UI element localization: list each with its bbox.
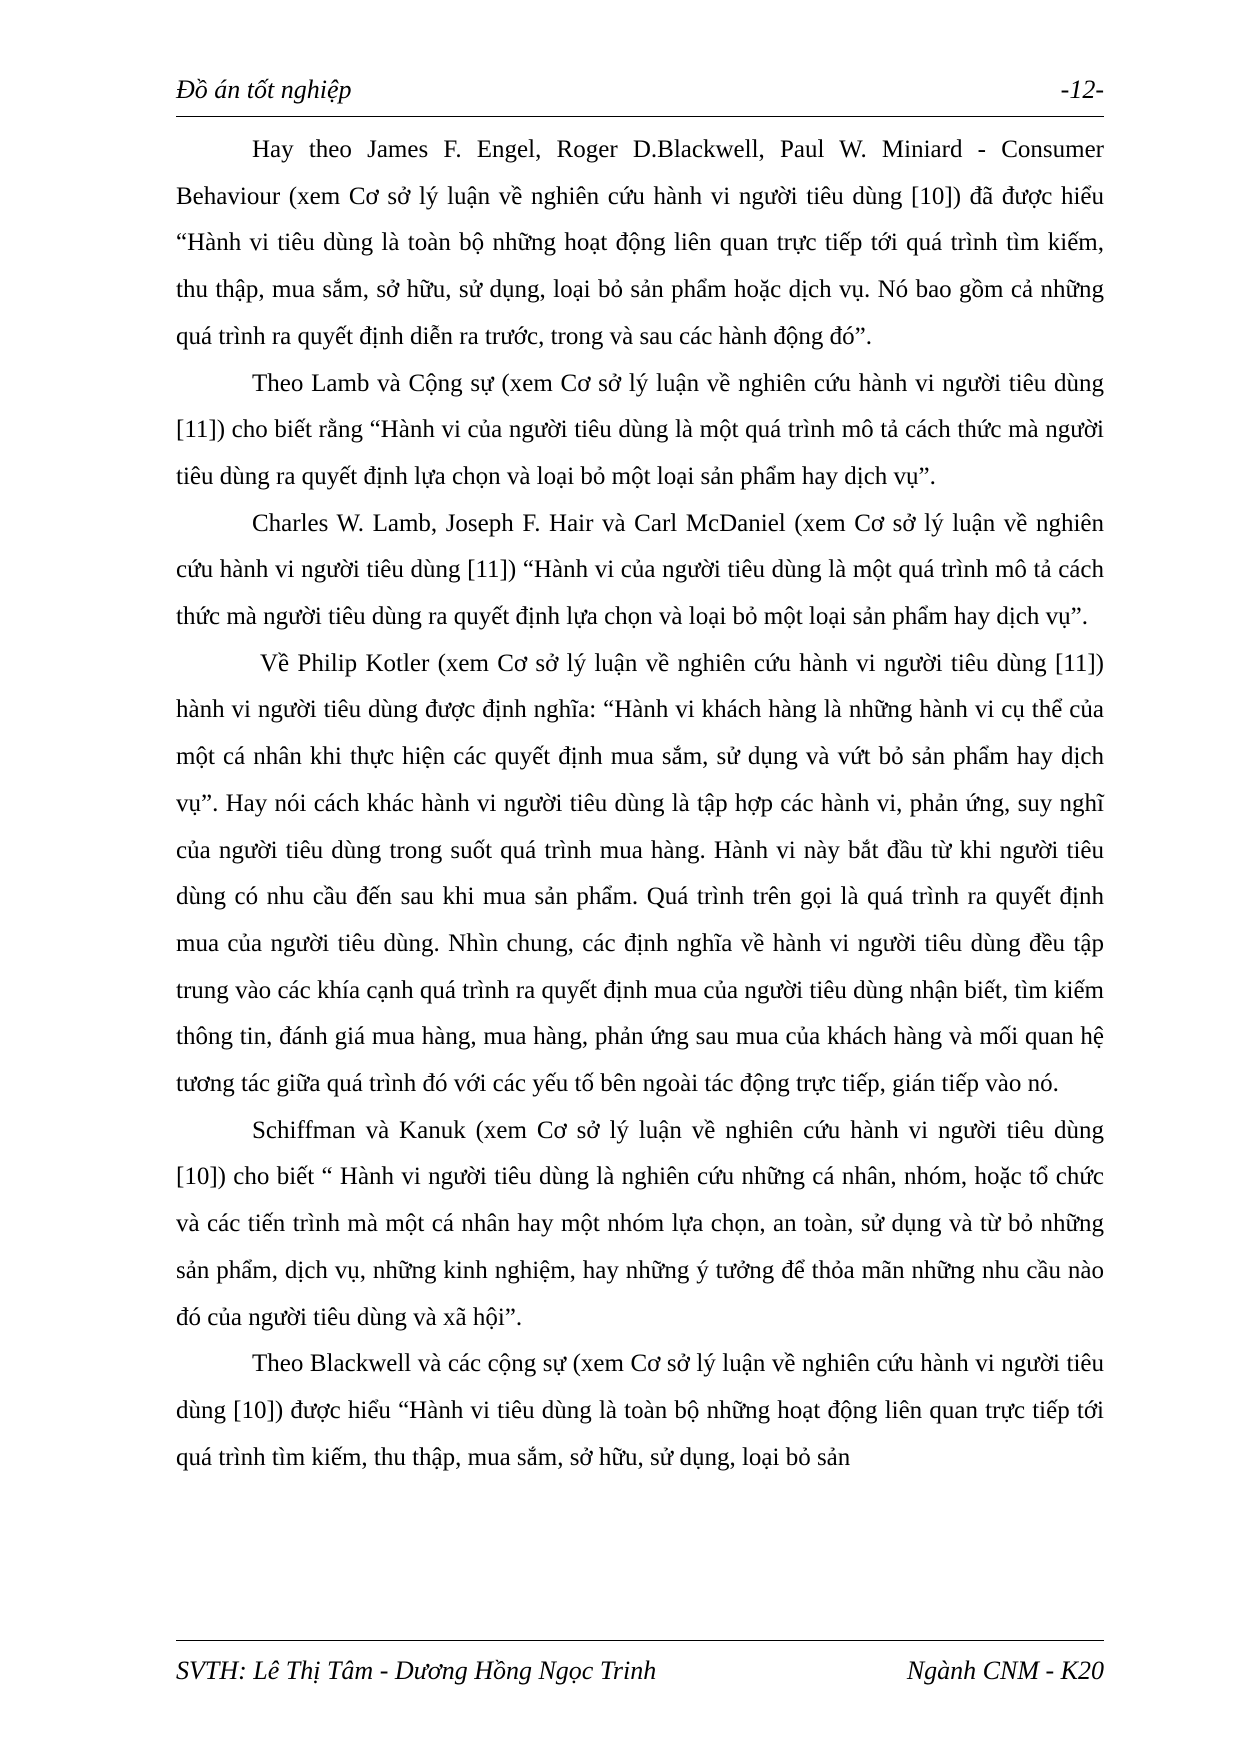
page-header: [176, 72, 1104, 108]
page-number: -12-: [1060, 75, 1104, 104]
footer-authors: SVTH: Lê Thị Tâm - Dương Hồng Ngọc Trinh: [176, 1656, 657, 1685]
paragraph: Charles W. Lamb, Joseph F. Hair và Carl McDaniel (xem Cơ sở lý luận về nghiên cứu hành vi người tiêu dùng [11]) “Hành vi của người tiêu dùng là một quá trình mô tả cách thức mà người tiêu dùng ra quyết định lựa chọn và loại bỏ một loại sản phẩm hay dịch vụ”.: [176, 509, 1104, 631]
header-rule: [176, 116, 1104, 117]
paragraph: Schiffman và Kanuk (xem Cơ sở lý luận về nghiên cứu hành vi người tiêu dùng [10]) cho biết “ Hành vi người tiêu dùng là nghiên cứu những cá nhân, nhóm, hoặc tổ chức và các tiến trình mà một cá nhân hay một nhóm lựa chọn, an toàn, sử dụng và từ bỏ những sản phẩm, dịch vụ, những kinh nghiệm, hay những ý tưởng để thỏa mãn những nhu cầu nào đó của người tiêu dùng và xã hội”.: [176, 1116, 1104, 1331]
footer-program: Ngành CNM - K20: [906, 1656, 1104, 1685]
footer-rule: [176, 1640, 1104, 1641]
paragraph: Theo Blackwell và các cộng sự (xem Cơ sở lý luận về nghiên cứu hành vi người tiêu dùng [10]) được hiểu “Hành vi tiêu dùng là toàn bộ những hoạt động liên quan trực tiếp tới quá trình tìm kiếm, thu thập, mua sắm, sở hữu, sử dụng, loại bỏ sản: [176, 1350, 1104, 1471]
body-text: [176, 127, 1104, 1481]
paragraph: Về Philip Kotler (xem Cơ sở lý luận về nghiên cứu hành vi người tiêu dùng [11]) hành vi người tiêu dùng được định nghĩa: “Hành vi khách hàng là những hành vi cụ thể của một cá nhân khi thực hiện các quyết định mua sắm, sử dụng và vứt bỏ sản phẩm hay dịch vụ”. Hay nói cách khác hành vi người tiêu dùng là tập hợp các hành vi, phản ứng, suy nghĩ của người tiêu dùng trong suốt quá trình mua hàng. Hành vi này bắt đầu từ khi người tiêu dùng có nhu cầu đến sau khi mua sản phẩm. Quá trình trên gọi là quá trình ra quyết định mua của người tiêu dùng. Nhìn chung, các định nghĩa về hành vi người tiêu dùng đều tập trung vào các khía cạnh quá trình ra quyết định mua của người tiêu dùng nhận biết, tìm kiếm thông tin, đánh giá mua hàng, mua hàng, phản ứng sau mua của khách hàng và mối quan hệ tương tác giữa quá trình đó với các yếu tố bên ngoài tác động trực tiếp, gián tiếp vào nó.: [176, 649, 1104, 1098]
page-footer: [176, 1653, 1104, 1689]
document-title: Đồ án tốt nghiệp: [176, 75, 352, 104]
paragraph: Hay theo James F. Engel, Roger D.Blackwell, Paul W. Miniard - Consumer Behaviour (xem Cơ sở lý luận về nghiên cứu hành vi người tiêu dùng [10]) đã được hiểu “Hành vi tiêu dùng là toàn bộ những hoạt động liên quan trực tiếp tới quá trình tìm kiếm, thu thập, mua sắm, sở hữu, sử dụng, loại bỏ sản phẩm hoặc dịch vụ. Nó bao gồm cả những quá trình ra quyết định diễn ra trước, trong và sau các hành động đó”.: [176, 136, 1104, 350]
paragraph: Theo Lamb và Cộng sự (xem Cơ sở lý luận về nghiên cứu hành vi người tiêu dùng [11]) cho biết rằng “Hành vi của người tiêu dùng là một quá trình mô tả cách thức mà người tiêu dùng ra quyết định lựa chọn và loại bỏ một loại sản phẩm hay dịch vụ”.: [176, 369, 1104, 490]
